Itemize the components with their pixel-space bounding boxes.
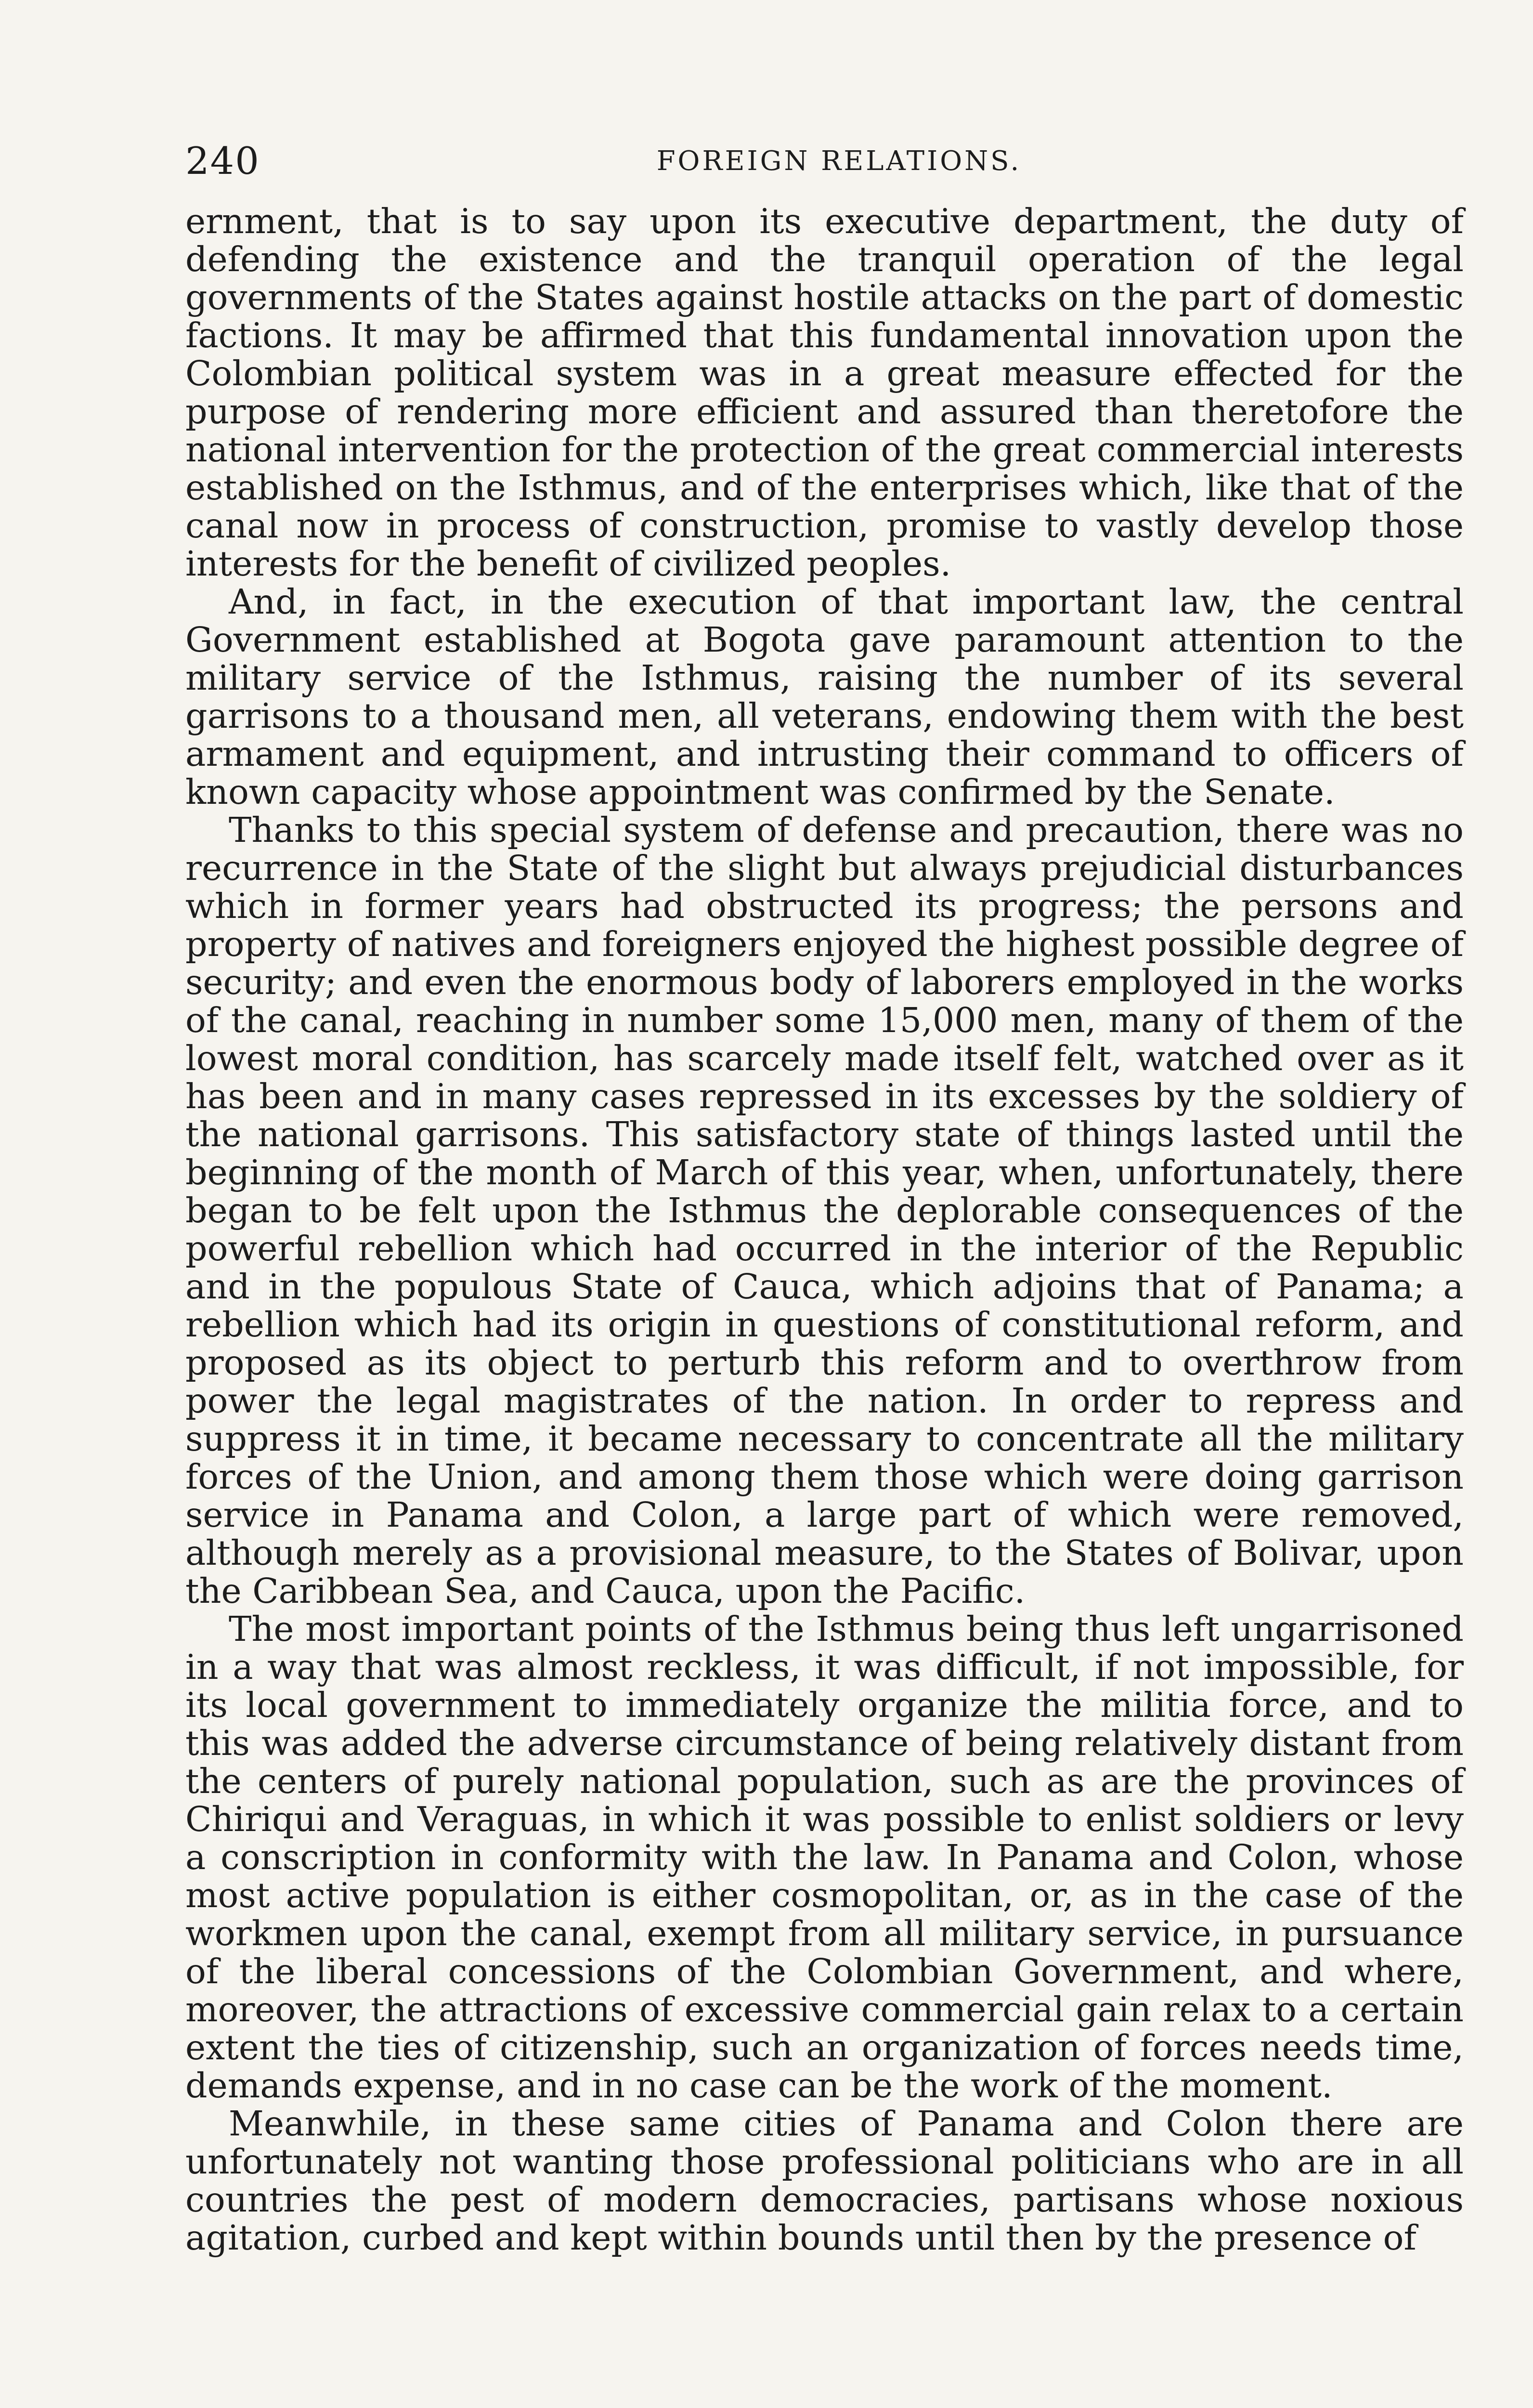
paragraph: The most important points of the Isthmus being thus left ungarrisoned in a way that was almost reckless, it was difficult, if not impossible, for its local government to immediately organize the militia force, and to this was added the adverse circumstance of being relatively distant from the centers of purely national population, such as are the provinces of Chiriqui and Veraguas, in which it was possible to enlist soldiers or levy a conscription in conformity with the law. In Panama and Colon, whose most active population is either cosmopolitan, or, as in the case of the workmen upon the canal, exempt from all military service, in pursuance of the liberal concessions of the Colombian Government, and where, moreover, the attractions of excessive commercial gain relax to a certain extent the ties of citizenship, such an organization of forces needs time, demands expense, and in no case can be the work of the moment. (185, 1609, 1464, 2106)
paragraph: Thanks to this special system of defense and precaution, there was no recurrence in the State of the slight but always prejudicial disturbances which in former years had obstructed its progress; the persons and property of natives and foreigners enjoyed the highest possible degree of security; and even the enormous body of laborers employed in the works of the canal, reaching in number some 15,000 men, many of them of the lowest moral condition, has scarcely made itself felt, watched over as it has been and in many cases repressed in its excesses by the soldiery of the national garrisons. This satisfactory state of things lasted until the beginning of the month of March of this year, when, unfortunately, there began to be felt upon the Isthmus the deplorable consequences of the powerful rebellion which had occurred in the interior of the Republic and in the populous State of Cauca, which adjoins that of Panama; a rebellion which had its origin in questions of constitutional reform, and proposed as its object to perturb this reform and to overthrow from power the legal magistrates of the nation. In order to repress and suppress it in time, it became necessary to concentrate all the military forces of the Union, and among them those which were doing garrison service in Panama and Colon, a large part of which were removed, although merely as a provisional measure, to the States of Bolivar, upon the Caribbean Sea, and Cauca, upon the Pacific. (185, 810, 1464, 1611)
running-head: FOREIGN RELATIONS. (656, 145, 1022, 177)
paragraph: Meanwhile, in these same cities of Panama and Colon there are unfortunately not wanting those professional politicians who are in all countries the pest of modern democracies, partisans whose noxious agitation, curbed and kept within bounds until then by the presence of (185, 2104, 1464, 2258)
paragraph: And, in fact, in the execution of that important law, the central Government established at Bogota gave paramount attention to the military service of the Isthmus, raising the number of its several garrisons to a thousand men, all veterans, endowing them with the best armament and equipment, and intrusting their command to officers of known capacity whose appointment was confirmed by the Senate. (185, 582, 1464, 812)
page-header (185, 135, 1464, 188)
paragraph: ernment, that is to say upon its executive department, the duty of defending the existence and the tranquil operation of the legal governments of the States against hostile attacks on the part of domestic factions. It may be affirmed that this fundamental innovation upon the Colombian political system was in a great measure effected for the purpose of rendering more efficient and assured than theretofore the national intervention for the protection of the great commercial interests established on the Isthmus, and of the enterprises which, like that of the canal now in process of construction, promise to vastly develop those interests for the benefit of civilized peoples. (185, 201, 1464, 584)
body-text (185, 202, 1464, 2257)
page-number: 240 (185, 140, 260, 183)
document-page (185, 135, 1464, 2257)
